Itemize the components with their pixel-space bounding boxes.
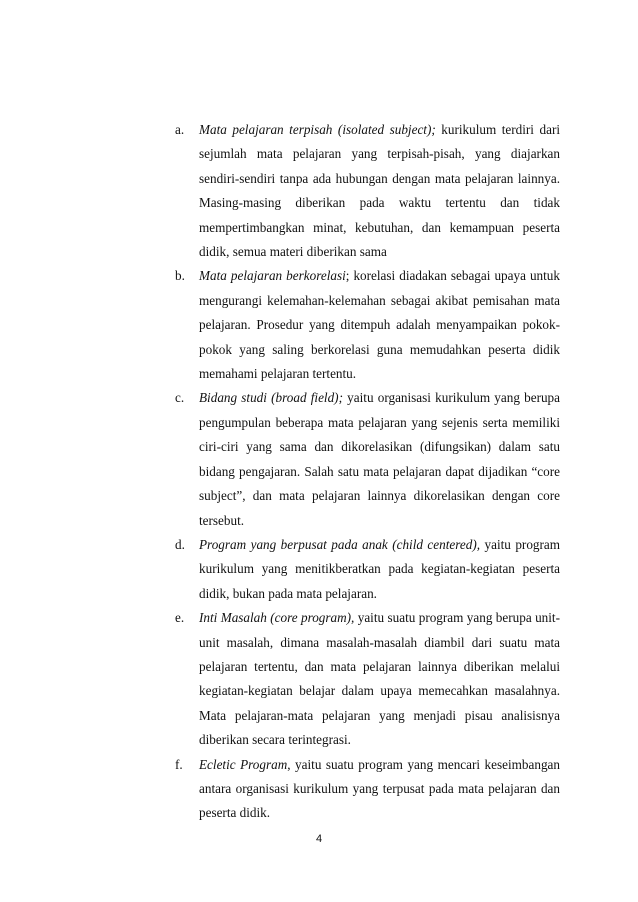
list-item-body: yaitu suatu program yang berupa unit-unit masalah, dimana masalah-masalah diambil dari suatu mata pelajaran tertentu, dan mata pelajaran lainnya diberikan melalui kegiatan-kegiatan belajar dalam upaya memecahkan masalahnya. Mata pelajaran-mata pelajaran yang menjadi pisau analisisnya diberikan secara terintegrasi. [199,610,560,748]
list-marker: e. [175,610,185,626]
list-item-body: , yaitu suatu program yang mencari keseimbangan antara organisasi kurikulum yang terpusat pada mata pelajaran dan peserta didik. [199,756,560,821]
list-item-text [199,753,560,826]
list-item-term: Inti Masalah (core program), [199,610,355,626]
list-item-text [199,264,560,386]
list-item-a [176,118,560,264]
list-item-body: yaitu program kurikulum yang menitikberatkan pada kegiatan-kegiatan peserta didik, bukan pada mata pelajaran. [199,536,561,601]
list-item-body: kurikulum terdiri dari sejumlah mata pelajaran yang terpisah-pisah, yang diajarkan sendiri-sendiri tanpa ada hubungan dengan mata pelajaran lainnya. Masing-masing diberikan pada waktu tertentu dan tidak mempertimbangkan minat, kebutuhan, dan kemampuan peserta didik, semua materi diberikan sama [199,122,561,260]
list-item-c [176,386,560,532]
list-marker: c. [175,390,185,406]
list-item-body: yaitu organisasi kurikulum yang berupa pengumpulan beberapa mata pelajaran yang sejenis serta memiliki ciri-ciri yang sama dan dikorelasikan (difungsikan) dalam satu bidang pengajaran. Salah satu mata pelajaran dapat dijadikan “core subject”, dan mata pelajaran lainnya dikorelasikan dengan core tersebut. [199,390,561,528]
curriculum-organization-list [176,118,560,826]
list-item-text [199,606,560,752]
list-item-f [176,753,560,826]
list-item-term: Ecletic Program [199,756,288,772]
list-marker: d. [175,536,185,552]
list-item-text [199,118,560,264]
list-marker: a. [175,122,185,137]
list-item-text [199,386,560,532]
list-item-d [176,533,560,606]
list-item-e [176,606,560,752]
list-item-term: Mata pelajaran terpisah (isolated subject); [199,122,436,137]
page-number: 4 [315,833,323,845]
list-item-b [176,264,560,386]
list-item-term: Mata pelajaran berkorelasi [199,268,346,284]
list-item-body: ; korelasi diadakan sebagai upaya untuk mengurangi kelemahan-kelemahan sebagai akibat pemisahan mata pelajaran. Prosedur yang ditempuh adalah menyampaikan pokok-pokok yang saling berkorelasi guna memudahkan peserta didik memahami pelajaran tertentu. [199,268,560,382]
list-item-text [199,533,560,606]
list-item-term: Bidang studi (broad field); [199,390,343,406]
list-marker: b. [175,268,185,284]
list-marker: f. [175,756,183,772]
list-item-term: Program yang berpusat pada anak (child centered), [199,536,481,552]
